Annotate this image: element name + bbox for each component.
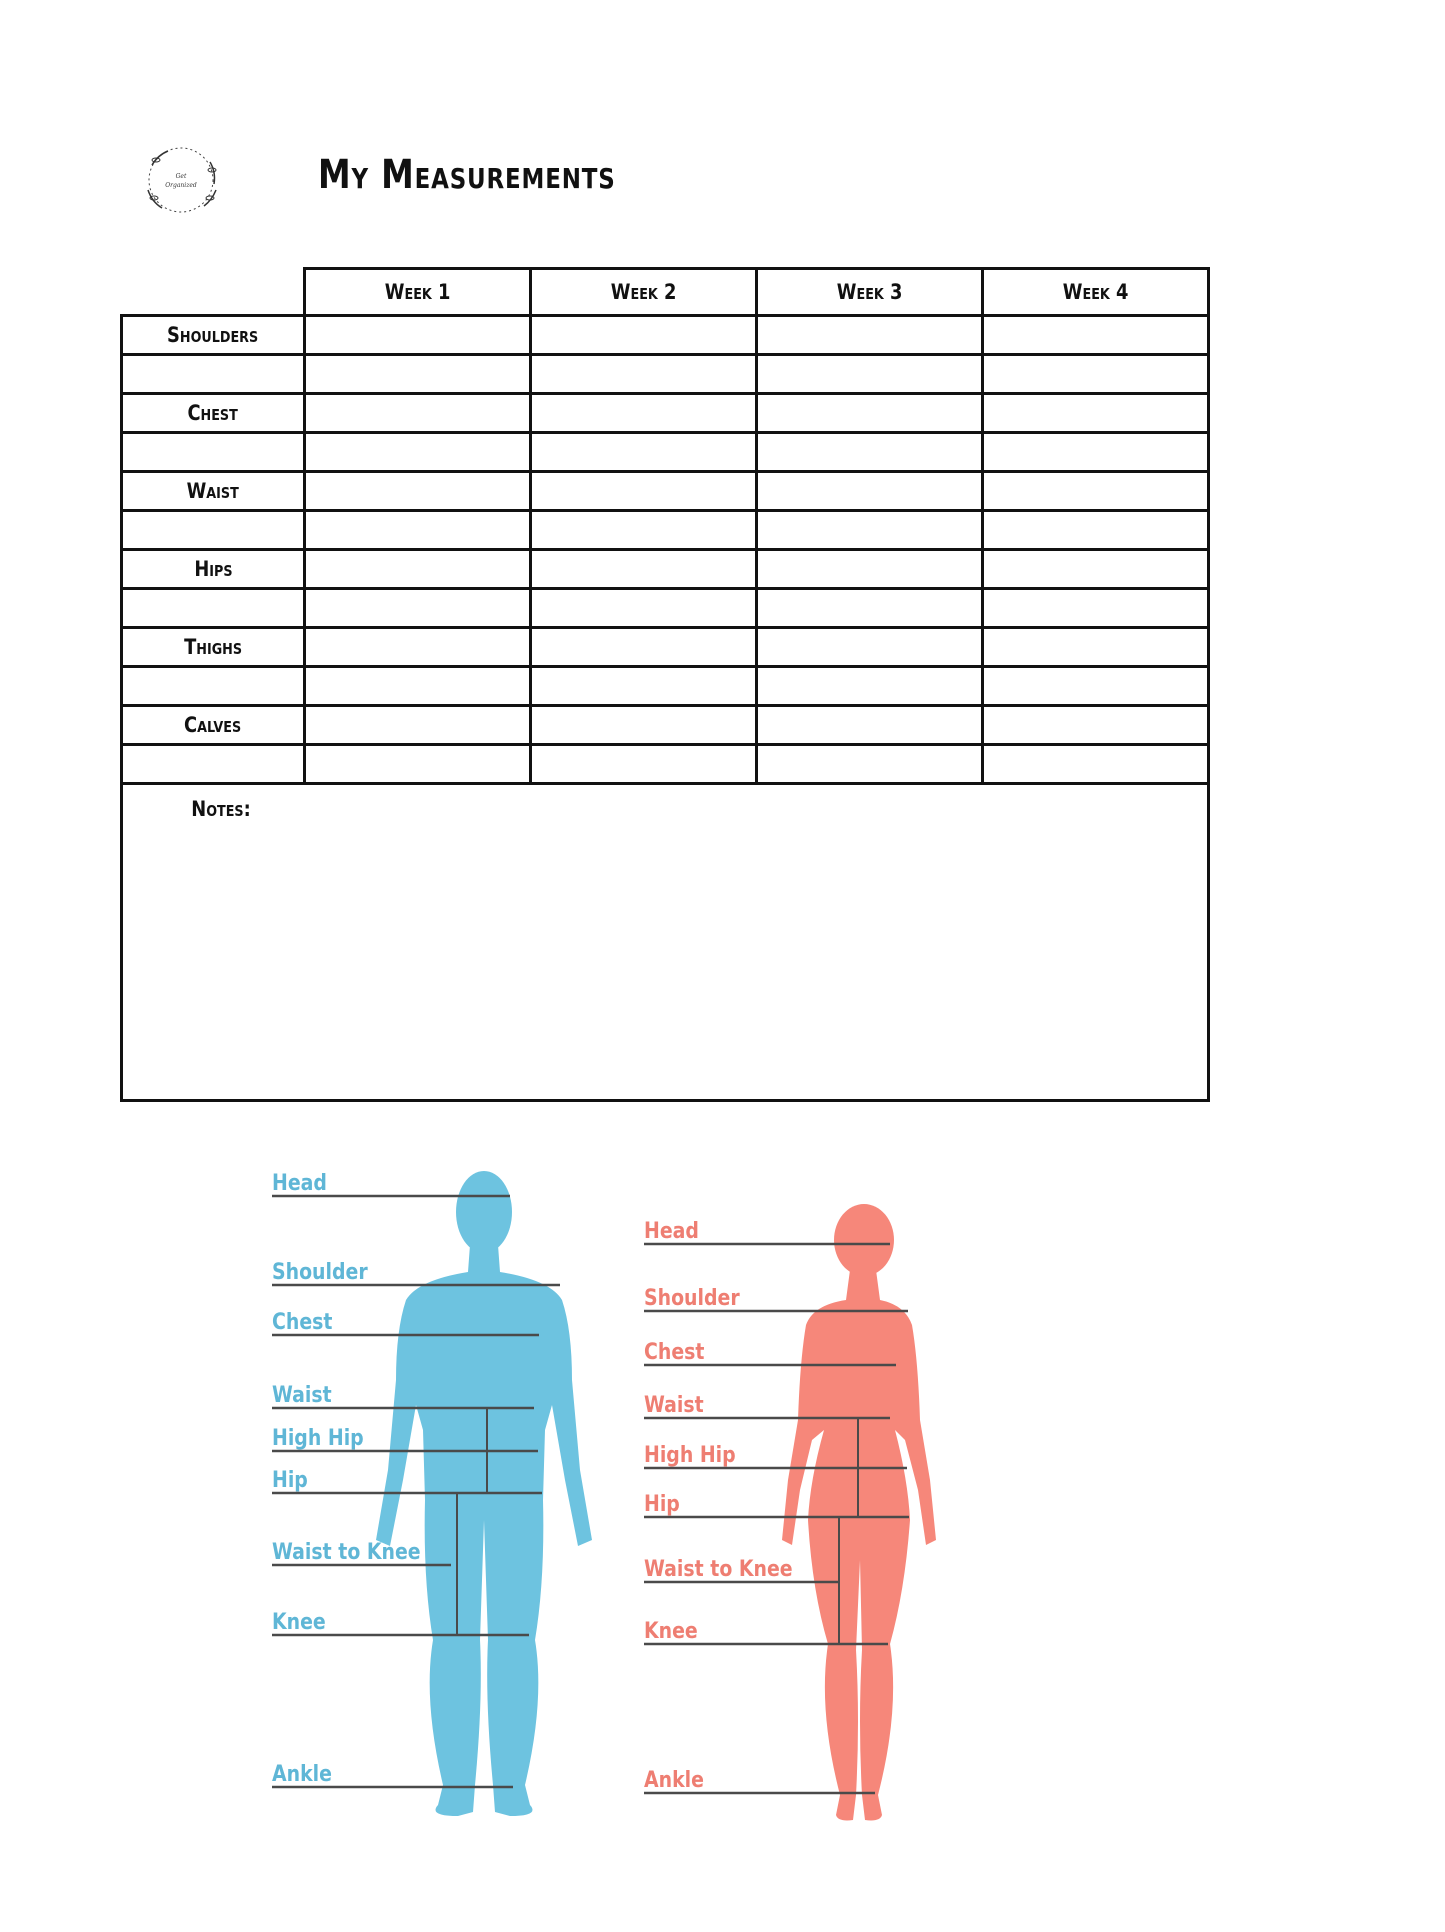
male-body-silhouette bbox=[376, 1245, 592, 1816]
female-label: Hip bbox=[644, 1490, 680, 1517]
page-title: My Measurements bbox=[318, 152, 616, 198]
male-label: High Hip bbox=[271, 1424, 364, 1451]
column-header-label: Week 4 bbox=[1062, 280, 1129, 304]
female-label: High Hip bbox=[644, 1441, 736, 1468]
female-label: Chest bbox=[644, 1338, 705, 1365]
row-label: Shoulders bbox=[167, 323, 259, 347]
svg-text:Get: Get bbox=[175, 173, 187, 180]
column-header-label: Week 3 bbox=[836, 280, 903, 304]
notes-label: Notes: bbox=[191, 797, 251, 821]
female-label: Knee bbox=[644, 1617, 698, 1644]
male-label: Head bbox=[271, 1169, 327, 1196]
column-header-label: Week 2 bbox=[610, 280, 677, 304]
row-label: Hips bbox=[193, 557, 233, 581]
male-label: Waist to Knee bbox=[271, 1538, 421, 1565]
male-label: Knee bbox=[271, 1608, 326, 1635]
female-label: Head bbox=[644, 1217, 699, 1244]
row-label: Calves bbox=[184, 713, 242, 737]
svg-text:Organized: Organized bbox=[165, 182, 197, 189]
male-label: Shoulder bbox=[271, 1258, 368, 1285]
male-figure bbox=[272, 1170, 592, 1816]
male-label: Ankle bbox=[271, 1760, 332, 1787]
female-label: Shoulder bbox=[644, 1284, 740, 1311]
row-label: Thighs bbox=[184, 635, 242, 659]
male-head-shape bbox=[456, 1171, 512, 1253]
row-label: Chest bbox=[187, 401, 239, 425]
male-label: Chest bbox=[271, 1308, 333, 1335]
female-label: Ankle bbox=[644, 1766, 704, 1793]
female-label: Waist to Knee bbox=[644, 1555, 793, 1582]
female-figure bbox=[644, 1204, 936, 1820]
column-header-label: Week 1 bbox=[384, 280, 451, 304]
female-head-shape bbox=[834, 1204, 894, 1276]
female-body-silhouette bbox=[782, 1270, 936, 1820]
female-label: Waist bbox=[644, 1391, 704, 1418]
male-label: Waist bbox=[271, 1381, 332, 1408]
row-label: Waist bbox=[186, 479, 240, 503]
male-label: Hip bbox=[271, 1466, 308, 1493]
